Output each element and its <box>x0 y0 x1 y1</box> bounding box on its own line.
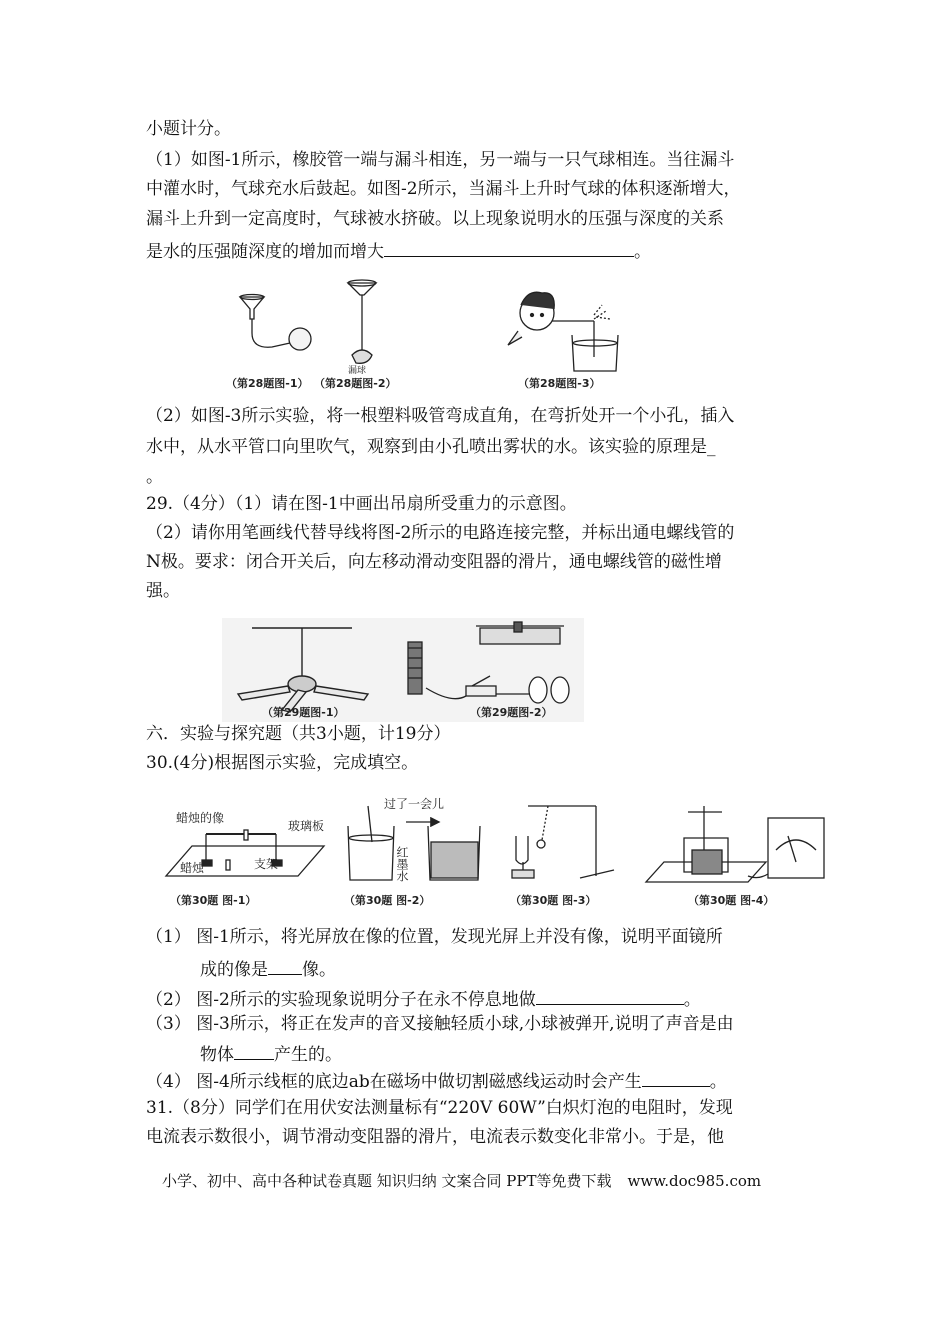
text-segment: 成的像是 <box>200 960 268 980</box>
text-line: 29.（4分）（1）请在图-1中画出吊扇所受重力的示意图。 <box>146 494 577 514</box>
text-line <box>200 956 336 981</box>
text-segment: 。 <box>709 1072 727 1092</box>
figure-30 <box>148 786 838 910</box>
label-time-passed: 过了一会儿 <box>384 797 445 811</box>
text-line: 强。 <box>146 581 180 601</box>
label-candle-image: 蜡烛的像 <box>176 811 225 825</box>
figure-label: 漏球 <box>348 366 367 376</box>
text-segment: （4） 图-4所示线框的底边ab在磁场中做切割磁感线运动时会产生 <box>146 1072 642 1092</box>
text-segment: 产生的。 <box>274 1045 342 1065</box>
text-line: （1） 图-1所示，将光屏放在像的位置，发现光屏上并没有像，说明平面镜所 <box>146 927 723 947</box>
text-segment: 。 <box>634 242 651 262</box>
footer-url[interactable]: www.doc985.com <box>627 1172 762 1190</box>
text-line: N极。要求：闭合开关后，向左移动滑动变阻器的滑片，通电螺线管的磁性增 <box>146 552 722 572</box>
funnel-balloon-drawing <box>240 295 311 351</box>
figure-caption: （第30题 图-3） <box>510 894 597 907</box>
footer-text: 小学、初中、高中各种试卷真题 知识归纳 文案合同 PPT等免费下载 <box>162 1172 612 1190</box>
text-line <box>146 1068 727 1093</box>
text-line: （2）请你用笔画线代替导线将图-2所示的电路连接完整，并标出通电螺线管的 <box>146 523 735 543</box>
text-segment: 是水的压强随深度的增加而增大 <box>146 242 384 262</box>
text-line: 漏斗上升到一定高度时，气球被水挤破。以上现象说明水的压强与深度的关系 <box>146 209 724 229</box>
text-line: （3） 图-3所示，将正在发声的音叉接触轻质小球,小球被弹开,说明了声音是由 <box>146 1014 734 1034</box>
answer-blank <box>642 1068 710 1087</box>
figure-29 <box>222 618 584 722</box>
answer-blank <box>384 238 634 257</box>
text-line: 小题计分。 <box>146 119 231 139</box>
text-segment: 。 <box>683 990 701 1010</box>
text-segment: 物体 <box>200 1045 234 1065</box>
figure-caption: （第28题图-2） <box>314 377 397 390</box>
figure-caption: （第29题图-1） <box>262 706 345 719</box>
text-segment: 像。 <box>302 960 336 980</box>
text-line: （1）如图-1所示，橡胶管一端与漏斗相连，另一端与一只气球相连。当往漏斗 <box>146 150 735 170</box>
text-segment: （2） 图-2所示的实验现象说明分子在永不停息地做 <box>146 990 536 1010</box>
figure-caption: （第29题图-2） <box>470 706 553 719</box>
page-footer <box>162 1170 761 1191</box>
section-heading: 六．实验与探究题（共3小题，计19分） <box>146 724 451 744</box>
text-line <box>200 1041 342 1066</box>
tuning-fork-drawing <box>512 806 614 878</box>
figure-caption: （第28题图-3） <box>518 377 601 390</box>
label-glass-plate: 玻璃板 <box>288 819 325 833</box>
label-stand: 支架 <box>254 857 279 871</box>
text-line: 中灌水时，气球充水后鼓起。如图-2所示，当漏斗上升时气球的体积逐渐增大， <box>146 179 741 199</box>
answer-blank <box>536 986 684 1005</box>
text-line: 。 <box>146 467 163 487</box>
induction-drawing <box>646 806 824 882</box>
figure-caption: （第28题图-1） <box>226 377 309 390</box>
figure-caption: （第30题 图-2） <box>344 894 431 907</box>
text-line: （2）如图-3所示实验，将一根塑料吸管弯成直角，在弯折处开一个小孔，插入 <box>146 406 735 426</box>
answer-blank <box>234 1041 274 1060</box>
text-line <box>146 986 701 1011</box>
label-candle: 蜡烛 <box>180 861 205 875</box>
text-line <box>146 238 651 263</box>
figure-28 <box>222 275 622 393</box>
text-line: 31.（8分）同学们在用伏安法测量标有“220V 60W”白炽灯泡的电阻时，发现 <box>146 1098 733 1118</box>
label-red-ink: 红墨水 <box>395 846 409 882</box>
text-line: 水中，从水平管口向里吹气，观察到由小孔喷出雾状的水。该实验的原理是_ <box>146 437 716 457</box>
funnel-stand-drawing <box>348 280 376 363</box>
ink-diffusion-drawing <box>348 806 480 880</box>
answer-blank <box>268 956 302 975</box>
text-line: 30.(4分)根据图示实验，完成填空。 <box>146 753 419 773</box>
text-line: 电流表示数很小，调节滑动变阻器的滑片，电流表示数变化非常小。于是，他 <box>146 1127 724 1147</box>
figure-caption: （第30题 图-1） <box>170 894 257 907</box>
boy-straw-drawing <box>508 292 618 371</box>
figure-caption: （第30题 图-4） <box>688 894 775 907</box>
